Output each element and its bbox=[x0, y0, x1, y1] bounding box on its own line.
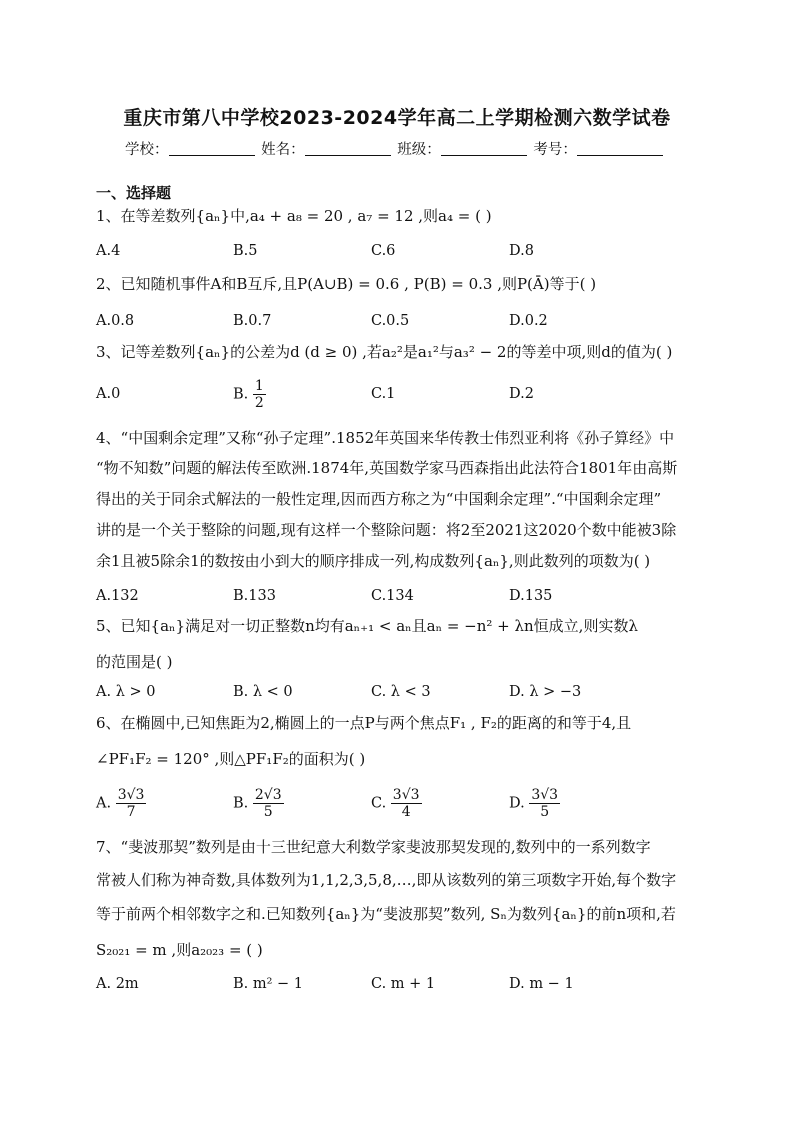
fraction-denominator: 4 bbox=[401, 804, 411, 820]
option-c: C.1 bbox=[371, 386, 396, 402]
fraction bbox=[529, 787, 560, 820]
option-b: B. λ < 0 bbox=[233, 684, 293, 700]
exam-number-label: 考号： bbox=[533, 142, 577, 158]
name-blank bbox=[305, 141, 391, 156]
question-7-line-4: S₂₀₂₁ = m ,则a₂₀₂₃ = ( ) bbox=[96, 941, 263, 959]
option-d-label: D. bbox=[509, 795, 525, 812]
fraction-denominator: 7 bbox=[126, 804, 136, 820]
school-label: 学校： bbox=[125, 142, 169, 158]
option-d bbox=[509, 787, 560, 820]
question-4-line-1: 4、“中国剩余定理”又称“孙子定理”.1852年英国来华传教士伟烈亚利将《孙子算经》中 bbox=[96, 429, 675, 447]
option-d: D. m − 1 bbox=[509, 976, 574, 992]
fraction-numerator: 3√3 bbox=[392, 787, 420, 803]
option-d: D.2 bbox=[509, 386, 534, 402]
option-d: D.0.2 bbox=[509, 313, 548, 329]
question-7-line-1: 7、“斐波那契”数列是由十三世纪意大利数学家斐波那契发现的,数列中的一系列数字 bbox=[96, 838, 651, 856]
option-a: A.0.8 bbox=[96, 313, 135, 329]
exam-title: 重庆市第八中学校2023-2024学年高二上学期检测六数学试卷 bbox=[123, 107, 671, 129]
option-b: B.0.7 bbox=[233, 313, 272, 329]
question-5-line-2: 的范围是( ) bbox=[96, 653, 173, 671]
question-1-text: 1、在等差数列{aₙ}中,a₄ + a₈ = 20 , a₇ = 12 ,则a₄ = ( ) bbox=[96, 207, 492, 225]
option-b bbox=[233, 787, 284, 820]
question-2-text: 2、已知随机事件A和B互斥,且P(A∪B) = 0.6 , P(B) = 0.3 ,则P(Ā)等于( ) bbox=[96, 275, 597, 293]
option-d: D.135 bbox=[509, 588, 553, 604]
option-a-label: A. bbox=[96, 795, 112, 812]
fraction bbox=[391, 787, 422, 820]
fraction-denominator: 2 bbox=[254, 395, 264, 411]
option-a: A.132 bbox=[96, 588, 139, 604]
question-6-line-1: 6、在椭圆中,已知焦距为2,椭圆上的一点P与两个焦点F₁ , F₂的距离的和等于4,且 bbox=[96, 714, 632, 732]
fraction-denominator: 5 bbox=[540, 804, 550, 820]
question-4-line-2: “物不知数”问题的解法传至欧洲.1874年,英国数学家马西森指出此法符合1801年由高斯 bbox=[96, 459, 678, 477]
fraction-denominator: 5 bbox=[263, 804, 273, 820]
name-label: 姓名： bbox=[261, 142, 305, 158]
fraction bbox=[253, 378, 266, 411]
fraction-numerator: 3√3 bbox=[531, 787, 559, 803]
question-4-line-3: 得出的关于同余式解法的一般性定理,因而西方称之为“中国剩余定理”.“中国剩余定理” bbox=[96, 490, 662, 508]
school-blank bbox=[169, 141, 255, 156]
question-5-line-1: 5、已知{aₙ}满足对一切正整数n均有aₙ₊₁ < aₙ且aₙ = −n² + λn恒成立,则实数λ bbox=[96, 617, 638, 635]
section-heading: 一、选择题 bbox=[96, 184, 172, 202]
option-b-label: B. bbox=[233, 386, 249, 403]
option-a: A.0 bbox=[96, 386, 121, 402]
question-7-line-3: 等于前两个相邻数字之和.已知数列{aₙ}为“斐波那契”数列, Sₙ为数列{aₙ}的前n项和,若 bbox=[96, 905, 676, 923]
fraction bbox=[116, 787, 147, 820]
option-c bbox=[371, 787, 422, 820]
option-b: B.133 bbox=[233, 588, 276, 604]
option-d: D.8 bbox=[509, 243, 534, 259]
fraction-numerator: 3√3 bbox=[117, 787, 145, 803]
class-blank bbox=[441, 141, 527, 156]
question-4-line-4: 讲的是一个关于整除的问题,现有这样一个整除问题：将2至2021这2020个数中能被3除 bbox=[96, 521, 677, 539]
question-7-line-2: 常被人们称为神奇数,具体数列为1,1,2,3,5,8,…,即从该数列的第三项数字开始,每个数字 bbox=[96, 871, 677, 889]
option-b-label: B. bbox=[233, 795, 249, 812]
option-a: A. λ > 0 bbox=[96, 684, 156, 700]
option-b: B.5 bbox=[233, 243, 258, 259]
option-c: C.6 bbox=[371, 243, 396, 259]
question-6-line-2: ∠PF₁F₂ = 120° ,则△PF₁F₂的面积为( ) bbox=[96, 750, 366, 768]
option-b: B. m² − 1 bbox=[233, 976, 304, 992]
option-b bbox=[233, 378, 266, 411]
fraction-numerator: 1 bbox=[254, 378, 264, 394]
option-a: A.4 bbox=[96, 243, 121, 259]
class-label: 班级： bbox=[397, 142, 441, 158]
option-a bbox=[96, 787, 146, 820]
option-c-label: C. bbox=[371, 795, 387, 812]
exam-number-blank bbox=[577, 141, 663, 156]
option-c: C. λ < 3 bbox=[371, 684, 431, 700]
fraction bbox=[253, 787, 284, 820]
option-d: D. λ > −3 bbox=[509, 684, 582, 700]
student-info-row bbox=[125, 138, 665, 159]
option-c: C. m + 1 bbox=[371, 976, 436, 992]
question-4-line-5: 余1且被5除余1的数按由小到大的顺序排成一列,构成数列{aₙ},则此数列的项数为( ) bbox=[96, 552, 651, 570]
option-a: A. 2m bbox=[96, 976, 139, 992]
option-c: C.134 bbox=[371, 588, 414, 604]
option-c: C.0.5 bbox=[371, 313, 410, 329]
question-3-text: 3、记等差数列{aₙ}的公差为d (d ≥ 0) ,若a₂²是a₁²与a₃² − 2的等差中项,则d的值为( ) bbox=[96, 343, 673, 361]
fraction-numerator: 2√3 bbox=[254, 787, 282, 803]
